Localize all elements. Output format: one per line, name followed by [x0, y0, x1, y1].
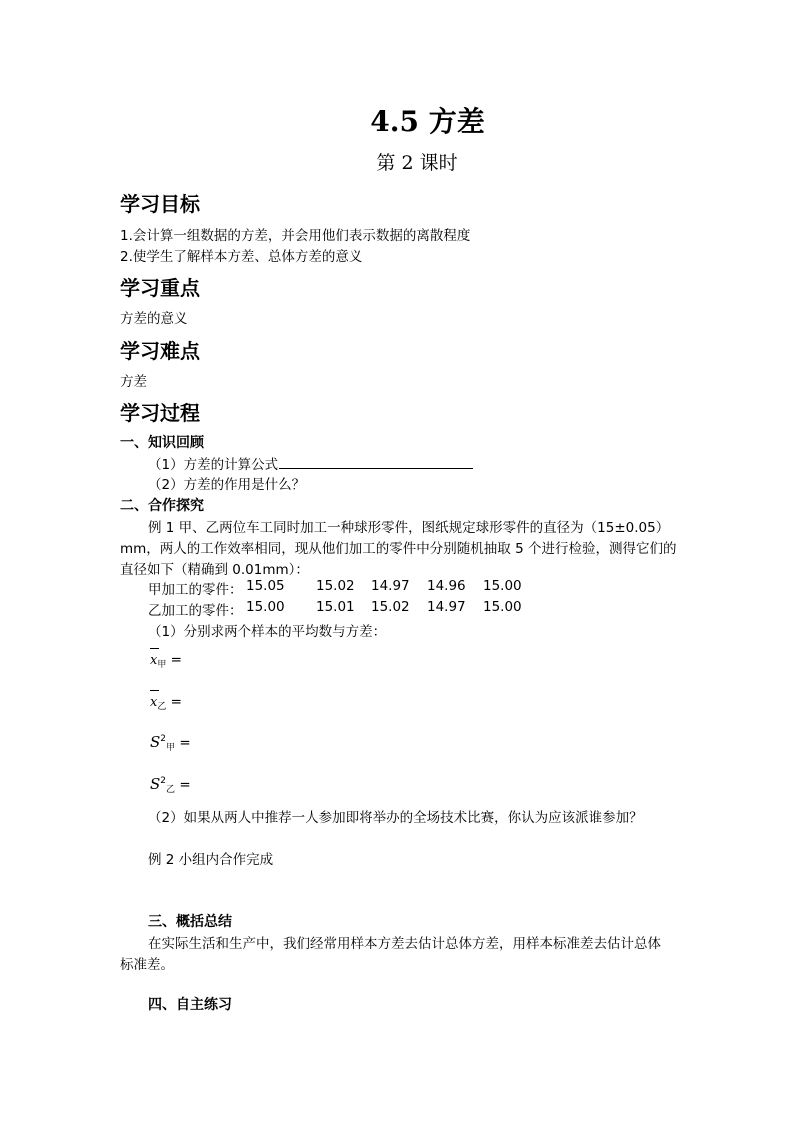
equals-sign: =: [179, 735, 191, 751]
yi-value-3: 15.02: [371, 599, 410, 615]
example1-line-3: 直径如下（精确到 0.01mm）：: [120, 562, 309, 578]
objectives-heading: 学习目标: [120, 192, 200, 216]
yi-label: 乙加工的零件：: [148, 603, 243, 619]
review-question-2: （2）方差的作用是什么？: [148, 477, 306, 493]
subscript-yi: 乙: [166, 785, 176, 795]
jia-value-3: 14.97: [371, 578, 410, 594]
summary-line-2: 标准差。: [120, 957, 174, 973]
process-heading: 学习过程: [120, 401, 200, 425]
review-question-1: [148, 453, 473, 473]
mean-jia-formula: [150, 652, 182, 668]
equals-sign: =: [170, 652, 182, 668]
yi-value-1: 15.00: [246, 599, 285, 615]
key-points-text: 方差的意义: [120, 311, 188, 327]
equals-sign: =: [179, 777, 191, 793]
answer-blank[interactable]: [279, 454, 473, 469]
variance-jia-formula: [150, 733, 191, 751]
s-variable: S: [150, 775, 161, 793]
explore-heading: 二、合作探究: [120, 498, 204, 514]
objective-item-2: 2.使学生了解样本方差、总体方差的意义: [120, 249, 363, 265]
review-heading: 一、知识回顾: [120, 435, 204, 451]
jia-data-row: [148, 578, 522, 598]
equals-sign: =: [170, 694, 182, 710]
difficulties-heading: 学习难点: [120, 339, 200, 363]
review-question-1-text: （1）方差的计算公式: [148, 457, 279, 473]
mean-yi-formula: [150, 694, 182, 710]
summary-line-1: 在实际生活和生产中，我们经常用样本方差去估计总体方差，用样本标准差去估计总体: [148, 936, 661, 952]
page-title: 4.5 方差: [370, 105, 485, 138]
mean-symbol: [150, 695, 166, 710]
x-variable: x: [150, 653, 158, 668]
subscript-jia: 甲: [157, 660, 167, 670]
summary-heading: 三、概括总结: [148, 914, 232, 930]
practice-heading: 四、自主练习: [148, 997, 232, 1013]
jia-value-1: 15.05: [246, 578, 285, 594]
superscript-2: 2: [160, 734, 167, 744]
explore-question-1: （1）分别求两个样本的平均数与方差：: [148, 624, 387, 640]
yi-value-4: 14.97: [427, 599, 466, 615]
jia-value-4: 14.96: [427, 578, 466, 594]
objective-item-1: 1.会计算一组数据的方差，并会用他们表示数据的离散程度: [120, 228, 471, 244]
variance-yi-formula: [150, 775, 191, 793]
x-variable: x: [150, 695, 158, 710]
subscript-jia: 甲: [166, 743, 176, 753]
yi-data-row: [148, 599, 522, 619]
key-points-heading: 学习重点: [120, 276, 200, 300]
jia-label: 甲加工的零件：: [148, 582, 243, 598]
yi-value-5: 15.00: [483, 599, 522, 615]
example1-line-2: mm，两人的工作效率相同，现从他们加工的零件中分别随机抽取 5 个进行检验，测得它们的: [120, 541, 677, 557]
jia-value-2: 15.02: [316, 578, 355, 594]
yi-value-2: 15.01: [316, 599, 355, 615]
example-2: 例 2 小组内合作完成: [148, 852, 274, 868]
difficulties-text: 方差: [120, 374, 147, 390]
jia-value-5: 15.00: [483, 578, 522, 594]
s-variable: S: [150, 733, 161, 751]
explore-question-2: （2）如果从两人中推荐一人参加即将举办的全场技术比赛，你认为应该派谁参加？: [148, 810, 643, 826]
page-subtitle: 第 2 课时: [376, 152, 458, 174]
mean-symbol: [150, 653, 166, 668]
superscript-2: 2: [160, 776, 167, 786]
subscript-yi: 乙: [157, 702, 167, 712]
example1-line-1: 例 1 甲、乙两位车工同时加工一种球形零件，图纸规定球形零件的直径为（15±0.05）: [148, 520, 670, 536]
